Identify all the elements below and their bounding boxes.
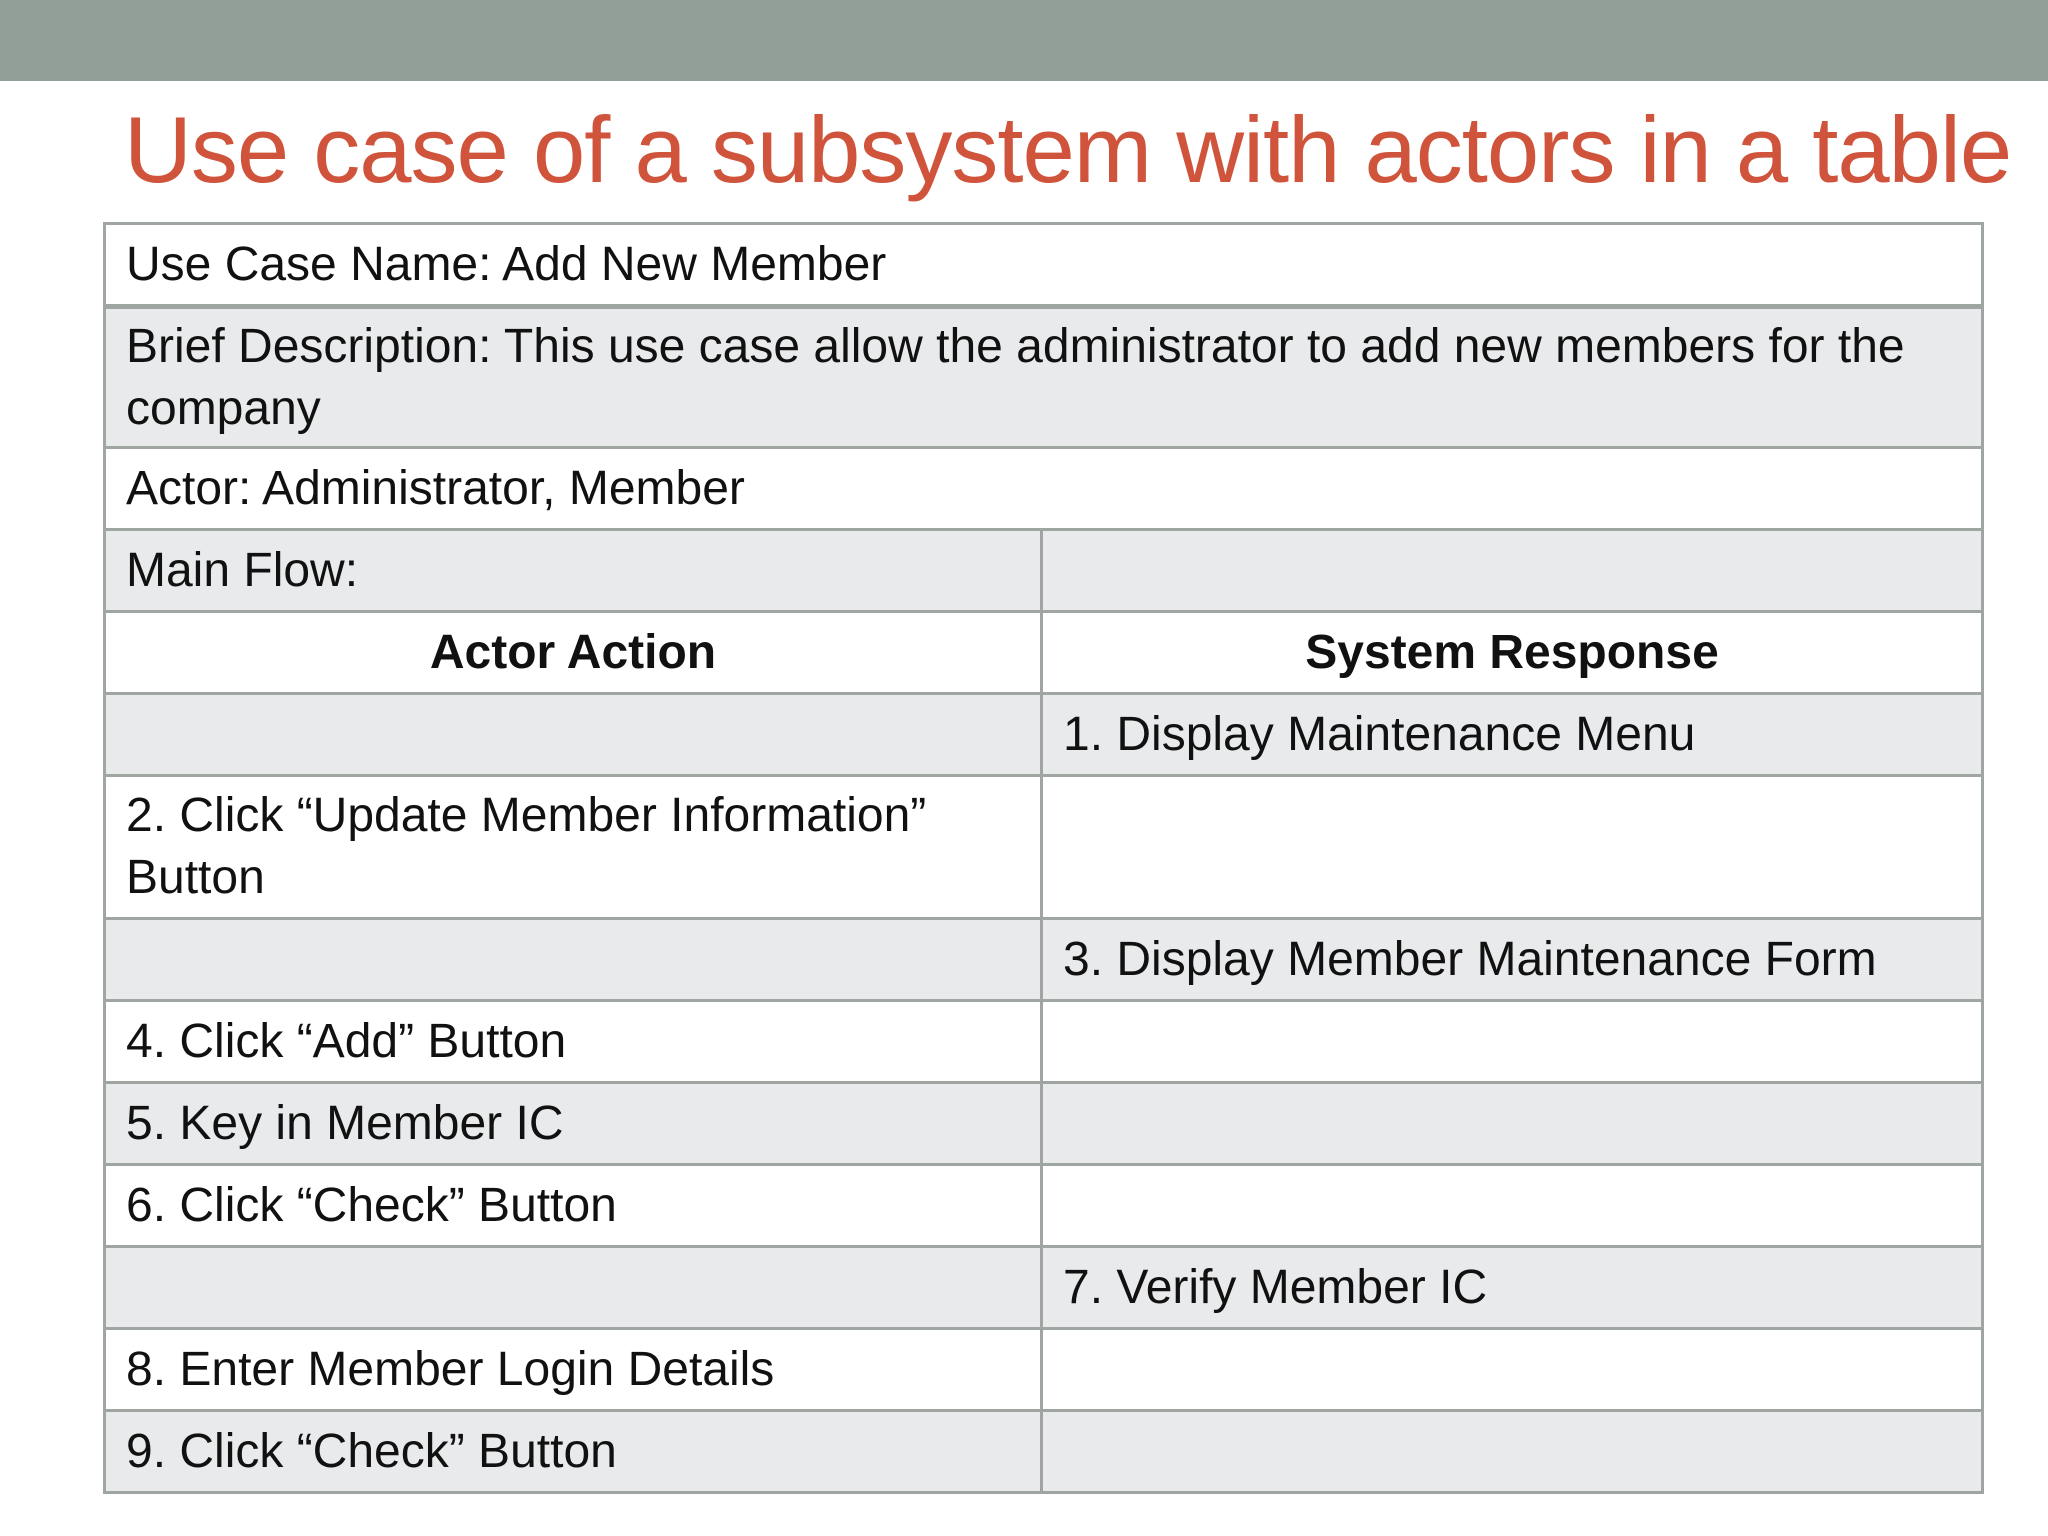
system-response-cell: [1042, 776, 1983, 919]
actor-action-cell: [105, 694, 1042, 776]
table-row: [105, 919, 1983, 1001]
system-response-cell: [1042, 1165, 1983, 1247]
header-row: [105, 612, 1983, 694]
table-row: [105, 1329, 1983, 1411]
system-response-cell: [1042, 1411, 1983, 1493]
actor-action-cell: 5. Key in Member IC: [105, 1083, 1042, 1165]
system-response-cell: 7. Verify Member IC: [1042, 1247, 1983, 1329]
system-response-cell: [1042, 1083, 1983, 1165]
table-row: [105, 1411, 1983, 1493]
brief-description-row: [105, 307, 1983, 448]
system-response-cell: [1042, 1001, 1983, 1083]
actor-action-header: Actor Action: [105, 612, 1042, 694]
actor-action-cell: 9. Click “Check” Button: [105, 1411, 1042, 1493]
system-response-cell: 3. Display Member Maintenance Form: [1042, 919, 1983, 1001]
actor-row: [105, 448, 1983, 530]
table-row: [105, 1001, 1983, 1083]
use-case-table: [103, 222, 1984, 1494]
main-flow-cell: Main Flow:: [105, 530, 1042, 612]
use-case-name-row: [105, 224, 1983, 307]
system-response-cell: 1. Display Maintenance Menu: [1042, 694, 1983, 776]
actor-action-cell: 2. Click “Update Member Information” Button: [105, 776, 1042, 919]
slide-title: Use case of a subsystem with actors in a table: [124, 97, 2012, 202]
actor-cell: Actor: Administrator, Member: [105, 448, 1983, 530]
top-banner: [0, 0, 2048, 81]
actor-action-cell: 6. Click “Check” Button: [105, 1165, 1042, 1247]
system-response-cell: [1042, 1329, 1983, 1411]
actor-action-cell: [105, 1247, 1042, 1329]
actor-action-cell: 4. Click “Add” Button: [105, 1001, 1042, 1083]
table-row: [105, 1165, 1983, 1247]
table-row: [105, 776, 1983, 919]
main-flow-empty-cell: [1042, 530, 1983, 612]
table-row: [105, 694, 1983, 776]
system-response-header: System Response: [1042, 612, 1983, 694]
main-flow-row: [105, 530, 1983, 612]
table-row: [105, 1083, 1983, 1165]
actor-action-cell: 8. Enter Member Login Details: [105, 1329, 1042, 1411]
brief-description-cell: Brief Description: This use case allow the administrator to add new members for the company: [105, 307, 1983, 448]
table-row: [105, 1247, 1983, 1329]
actor-action-cell: [105, 919, 1042, 1001]
use-case-name-cell: Use Case Name: Add New Member: [105, 224, 1983, 307]
